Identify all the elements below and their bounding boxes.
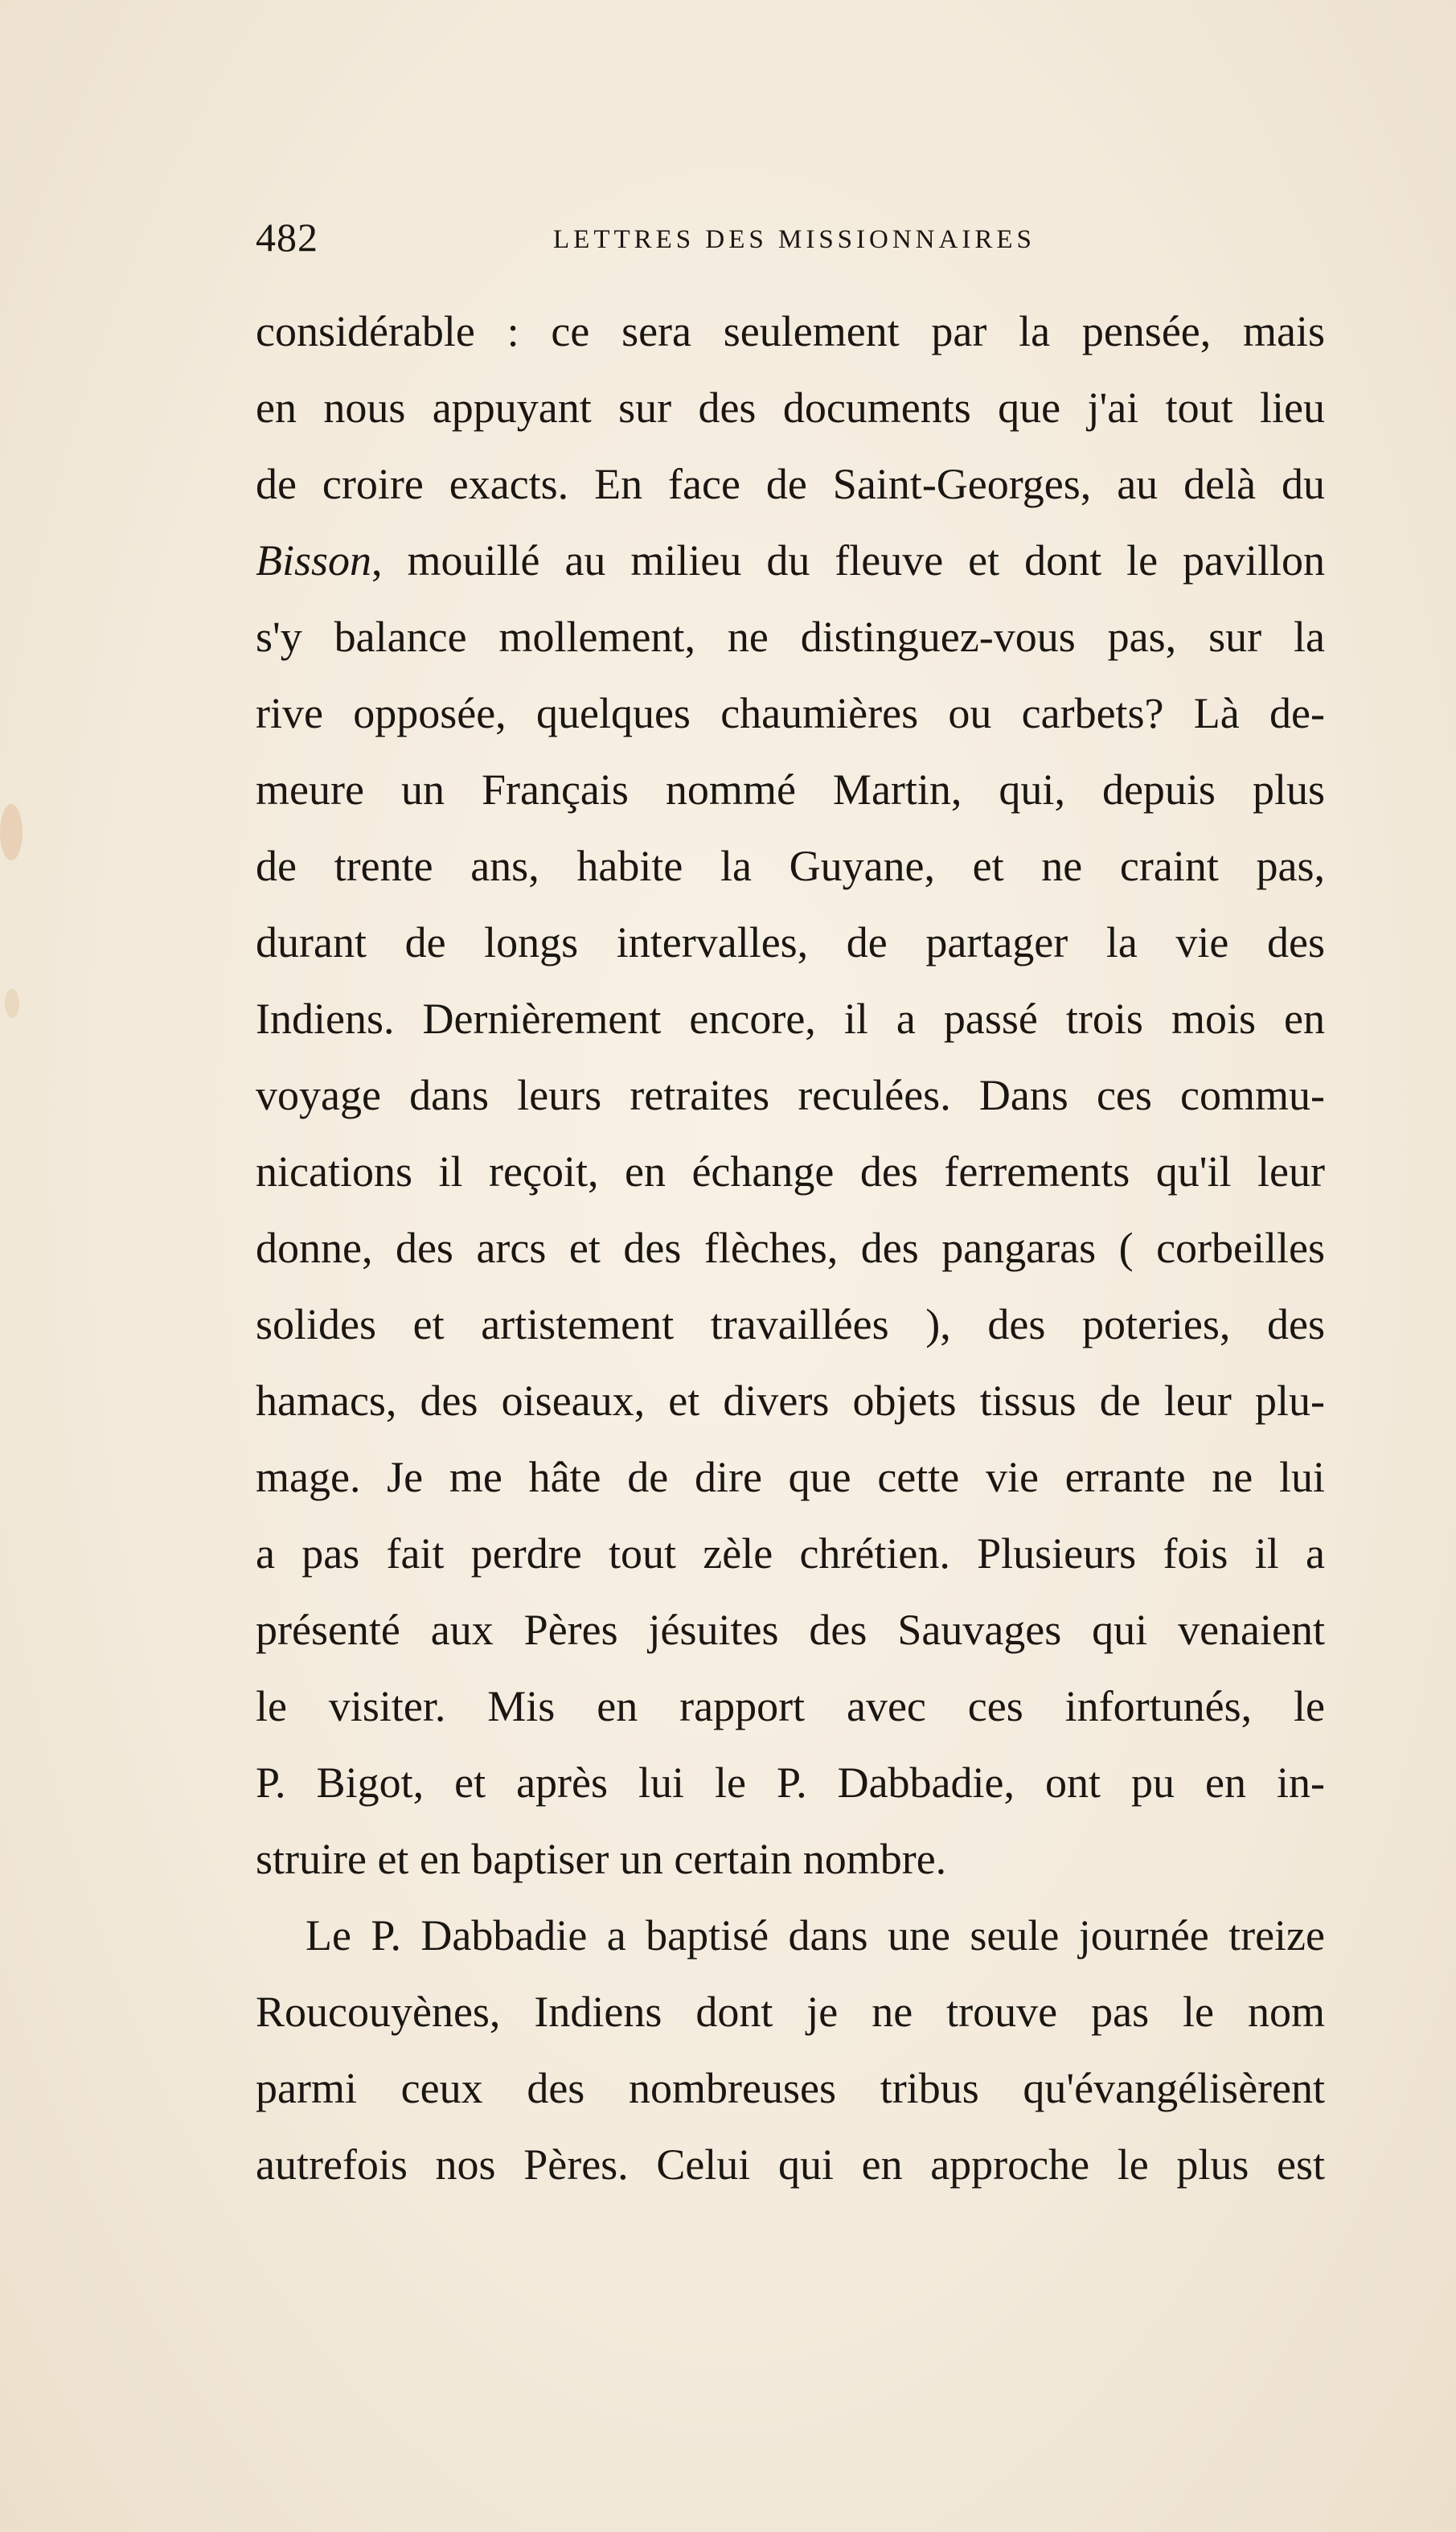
text-line: rive opposée, quelques chaumières ou carbets? Là de- bbox=[256, 689, 1325, 737]
text-line-first: Le P. Dabbadie a baptisé dans une seule journée treize bbox=[306, 1911, 1325, 1960]
text-line: voyage dans leurs retraites reculées. Dans ces commu- bbox=[256, 1071, 1325, 1119]
text-line: considérable : ce sera seulement par la pensée, mais bbox=[256, 307, 1325, 355]
text-line: le visiter. Mis en rapport avec ces infortunés, le bbox=[256, 1682, 1325, 1730]
text-line-last: struire et en baptiser un certain nombre. bbox=[256, 1835, 947, 1883]
page-header bbox=[256, 213, 1325, 261]
page-number: 482 bbox=[256, 215, 318, 260]
text-line: de croire exacts. En face de Saint-Georges, au delà du bbox=[256, 460, 1325, 508]
text-line: de trente ans, habite la Guyane, et ne craint pas, bbox=[256, 842, 1325, 890]
text-line: meure un Français nommé Martin, qui, depuis plus bbox=[256, 765, 1325, 814]
page-stain bbox=[0, 804, 23, 860]
paragraph-2 bbox=[256, 1898, 1325, 2203]
text-line: Indiens. Dernièrement encore, il a passé trois mois en bbox=[256, 995, 1325, 1043]
text-line: présenté aux Pères jésuites des Sauvages qui venaient bbox=[256, 1606, 1325, 1654]
page-stain bbox=[5, 989, 19, 1018]
text-line: en nous appuyant sur des documents que j'ai tout lieu bbox=[256, 384, 1325, 432]
text-line: donne, des arcs et des flèches, des pangaras ( corbeilles bbox=[256, 1224, 1325, 1272]
paragraph-1 bbox=[256, 293, 1325, 1898]
text-line-italic-start: Bisson, mouillé au milieu du fleuve et dont le pavillon bbox=[256, 536, 1325, 585]
text-line: P. Bigot, et après lui le P. Dabbadie, ont pu en in- bbox=[256, 1758, 1325, 1807]
text-line: durant de longs intervalles, de partager la vie des bbox=[256, 918, 1325, 966]
text-line: nications il reçoit, en échange des ferrements qu'il leur bbox=[256, 1147, 1325, 1196]
text-line: a pas fait perdre tout zèle chrétien. Plusieurs fois il a bbox=[256, 1529, 1325, 1578]
text-line: mage. Je me hâte de dire que cette vie errante ne lui bbox=[256, 1453, 1325, 1501]
text-line: hamacs, des oiseaux, et divers objets tissus de leur plu- bbox=[256, 1377, 1325, 1425]
body-text bbox=[256, 293, 1325, 2203]
text-line: solides et artistement travaillées ), des poteries, des bbox=[256, 1300, 1325, 1348]
text-line: s'y balance mollement, ne distinguez-vous pas, sur la bbox=[256, 613, 1325, 661]
text-line: parmi ceux des nombreuses tribus qu'évangélisèrent bbox=[256, 2064, 1325, 2112]
italic-word: Bisson bbox=[256, 536, 372, 585]
running-head: LETTRES DES MISSIONNAIRES bbox=[553, 225, 1036, 254]
text-line: autrefois nos Pères. Celui qui en approche le plus est bbox=[256, 2140, 1325, 2189]
text-line: Roucouyènes, Indiens dont je ne trouve pas le nom bbox=[256, 1988, 1325, 2036]
